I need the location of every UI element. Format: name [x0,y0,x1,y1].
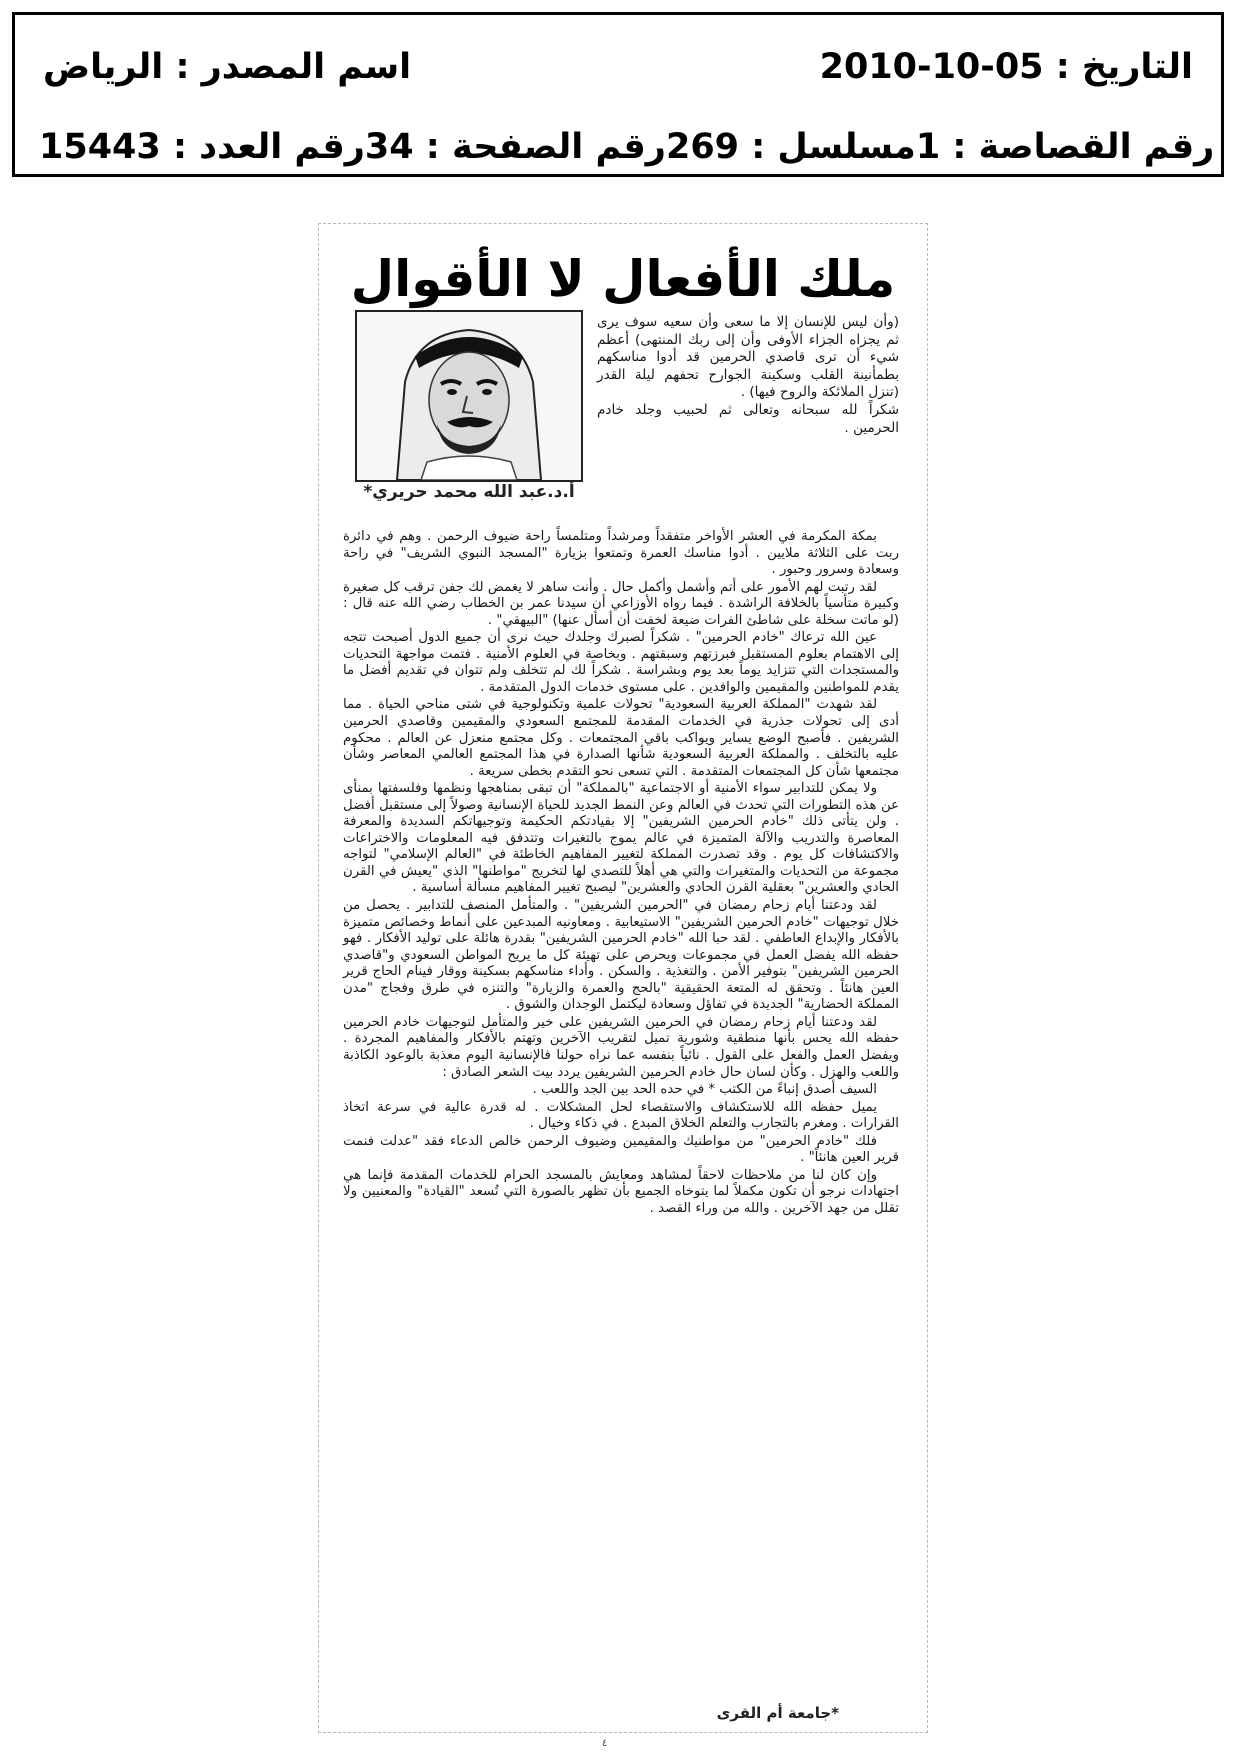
article-intro [597,314,899,437]
serial-number: مسلسل : 269 [665,127,916,167]
metadata-row-1 [15,47,1221,87]
clipping-number: رقم القصاصة : 1 [915,127,1215,167]
article-body [343,529,899,1218]
issue-number: رقم العدد : 15443 [39,127,365,167]
source-name: اسم المصدر : الرياض [43,47,412,87]
body-paragraph: وإن كان لنا من ملاحظات لاحقاً لمشاهد ومعايش بالمسجد الحرام للخدمات المقدمة فإنما هي اجتهادات نرجو أن تكون مكملاً لما يتوخاه الجميع بأن تظهر بالصورة التي تُسعد "القيادة" والمعنيين ولا تقلل من جهد الآخرين . والله من وراء القصد . [343,1167,899,1216]
body-paragraph: عين الله ترعاك "خادم الحرمين" . شكراً لصبرك وجلدك حيث نرى أن جميع الدول أصبحت تتجه إلى الاهتمام بعلوم المستقبل فبرزتهم وسبقتهم . وبخاصة في العلوم الأمنية . فتمت مواجهة التحديات والمستجدات التي تتزايد يوماً بعد يوم وبشراسة . شكراً لك لم تتخلف ولم تتوان في تقديم أفضل ما يقدم للمواطنين والمقيمين والوافدين . على مستوى خدمات الدول المتقدمة . [343,630,899,695]
body-paragraph: فلك "خادم الحرمين" من مواطنيك والمقيمين وضيوف الرحمن خالص الدعاء فقد "عدلت فنمت قرير العين هانئاً" . [343,1133,899,1166]
article-headline: ملك الأفعال لا الأقوال [350,250,896,308]
body-paragraph: لقد شهدت "المملكة العربية السعودية" تحولات علمية وتكنولوجية في شتى مناحي الحياة . مما أدى إلى تحولات جذرية في الخدمات المقدمة للمجتمع السعودي والمقيمين وقاصدي الحرمين الشريفين . فأصبح الوضع يساير ويواكب باقي المجتمعات . وكل مجتمع منعزل عن العالم . محكوم عليه بالتخلف . والمملكة العربية السعودية شأنها الصدارة في هذا المجتمع العالمي المعاصر وشأن مجتمعها شأن كل المجتمعات المتقدمة . التي تسعى نحو التقدم بخطى سريعة . [343,697,899,779]
author-portrait-image [357,312,581,480]
body-paragraph: بمكة المكرمة في العشر الأواخر متفقداً ومرشداً ومتلمساً راحة ضيوف الرحمن . وهم في دائرة ربت على الثلاثة ملايين . أدوا مناسك العمرة وتمتعوا بزيارة "المسجد النبوي الشريف" في راحة وسعادة وسرور وحبور . [343,529,899,578]
body-paragraph: لقد ودعتنا أيام زحام رمضان في "الحرمين الشريفين" . والمتأمل المنصف للتدابير . يحصل من خلال توجيهات "خادم الحرمين الشريفين" الاستيعابية . ومعاونيه المبدعين على أنماط وخصائص متميزة بالأفكار والإبداع العاطفي . لقد حبا الله "خادم الحرمين الشريفين" بقدرة هائلة على توليد الأفكار . فهو حفظه الله يفضل العمل في مجموعات ويحرص على تهيئة كل ما يريح المواطن السعودي و"قاصدي الحرمين الشريفين" بتوفير الأمن . والتغذية . والسكن . وأداء مناسكهم بسكينة ووقار فينام الحاج قرير العين هانئاً . وتحقق له المتعة الحقيقية "بالحج والعمرة والزيارة" والتنزه في طرق وفجاج "مدن المملكة الحضارية" الجديدة في تفاؤل وسعادة ليكتمل الوجدان والشوق . [343,898,899,1013]
author-affiliation: *جامعة أم القرى [716,1704,839,1722]
body-paragraph: يميل حفظه الله للاستكشاف والاستقصاء لحل المشكلات . له قدرة عالية في سرعة اتخاذ القرارات . ومغرم بالتجارب والتعلم الخلاق المبدع . في ذكاء وخيال . [343,1099,899,1132]
metadata-row-2 [15,127,1221,167]
intro-paragraph: شكراً لله سبحانه وتعالى ثم لحبيب وجلد خادم الحرمين . [597,401,899,436]
body-paragraph: لقد رتبت لهم الأمور على أتم وأشمل وأكمل حال . وأنت ساهر لا يغمض لك جفن ترقب كل صغيرة وكبيرة متأسياً بالخلافة الراشدة . فيما رواه الأوزاعي أن سيدنا عمر بن الخطاب رضي الله عنه قال : (لو ماتت سخلة على شاطئ الفرات ضيعة لخفت أن أسأل عنها) "البيهقي" . [343,579,899,628]
author-byline: أ.د.عبد الله محمد حريري* [363,482,575,502]
body-paragraph: لقد ودعتنا أيام زحام رمضان في الحرمين الشريفين على خير والمتأمل لتوجيهات خادم الحرمين حفظه الله يحس بأنها منطقية وشورية تميل لتقريب الآخرين وتهتم بالأفكار والمفاهيم المجردة . ويفضل العمل والفعل على القول . نائياً بنفسه عما نراه حولنا فالإنسانية اليوم معذبة بالوعود الكاذبة واللعب والهزل . وكأن لسان حال خادم الحرمين الشريفين يردد بيت الشعر الصادق : [343,1014,899,1080]
intro-paragraph: (وأن ليس للإنسان إلا ما سعى وأن سعيه سوف يرى ثم يجزاه الجزاء الأوفى وأن إلى ربك المنتهى) أعظم شيء أن ترى قاصدي الحرمين قد أدوا مناسكهم بطمأنينة القلب وسكينة الجوارح تحفهم ليلة القدر (تنزل الملائكة والروح فيها) . [597,314,899,401]
newspaper-clipping [318,223,928,1733]
page-number: رقم الصفحة : 34 [364,127,666,167]
body-paragraph: ولا يمكن للتدابير سواء الأمنية أو الاجتماعية "بالمملكة" أن تبقى بمناهجها ونظمها وفلسفتها بمنأى عن هذه التطورات التي تحدث في العالم وعن النمط الجديد للحياة الإنسانية وصولاً إلى مستقبل أفضل . ولن يتأتى ذلك "خادم الحرمين الشريفين" إلا بقيادتكم الحكيمة وتوجيهاتكم السديدة والمعرفة المعاصرة والتدريب والآلة المتميزة في عالم يموج بالتغيرات وتتدفق فيه المعلومات والاختراعات والاكتشافات كل يوم . وقد تصدرت المملكة لتغيير المفاهيم الخاطئة في "العالم الإسلامي" لتواجه مجموعة من التحديات والمتغيرات والتي هي أهلاً للتصدي لها لتخريج "مواطنها" الذي "يعيش في القرن الحادي والعشرين" بعقلية القرن الحادي والعشرين" ليصبح تغيير المفاهيم مسألة أساسية . [343,781,899,896]
page-mark: ٤ [602,1738,608,1749]
publication-date: التاريخ : 05-10-2010 [819,47,1193,87]
author-photo [355,310,583,482]
poem-verse: السيف أصدق إنباءً من الكتب * في حده الحد بين الجد واللعب . [532,1082,877,1098]
clipping-metadata-box [12,12,1224,177]
